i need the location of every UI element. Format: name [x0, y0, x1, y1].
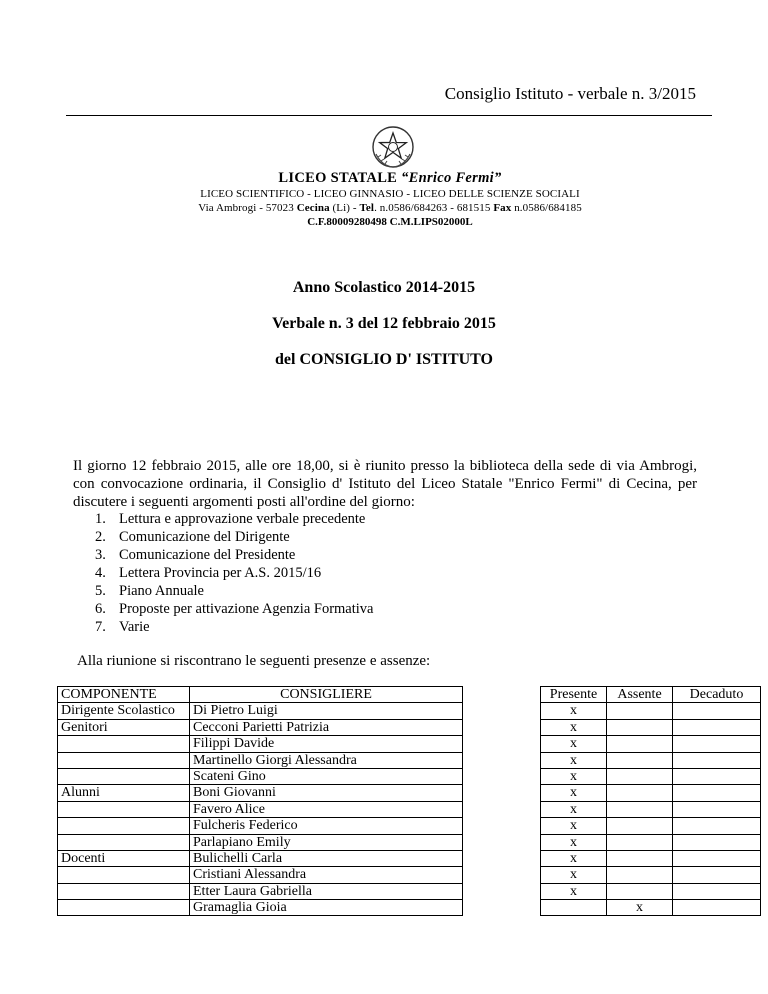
- table-gap: [463, 801, 541, 817]
- header-assente: Assente: [607, 687, 673, 703]
- agenda-item: 2. Comunicazione del Dirigente: [95, 529, 290, 545]
- cell-componente: Genitori: [58, 719, 190, 735]
- cell-decaduto: [673, 703, 761, 719]
- table-row: [58, 752, 761, 768]
- cell-presente: x: [541, 867, 607, 883]
- cell-decaduto: [673, 867, 761, 883]
- cell-presente: x: [541, 785, 607, 801]
- attendance-table-body: [58, 703, 761, 916]
- cell-decaduto: [673, 768, 761, 784]
- agenda-item: 6. Proposte per attivazione Agenzia Formativa: [95, 601, 374, 617]
- cell-componente: Dirigente Scolastico: [58, 703, 190, 719]
- table-gap: [463, 867, 541, 883]
- cell-consigliere: Fulcheris Federico: [190, 818, 463, 834]
- presence-intro: Alla riunione si riscontrano le seguenti presenze e assenze:: [77, 653, 431, 669]
- agenda-item: 1. Lettura e approvazione verbale precedente: [95, 511, 366, 527]
- cell-presente: x: [541, 850, 607, 866]
- header-presente: Presente: [541, 687, 607, 703]
- intro-paragraph: Il giorno 12 febbraio 2015, alle ore 18,00, si è riunito presso la biblioteca della sede di via Ambrogi, con convocazione ordinaria, il Consiglio d' Istituto del Liceo Statale "Enrico Fermi" di Cecina, per discutere i seguenti argomenti posti all'ordine del giorno:: [73, 458, 697, 510]
- header-componente: COMPONENTE: [58, 687, 190, 703]
- cell-decaduto: [673, 719, 761, 735]
- cell-decaduto: [673, 785, 761, 801]
- table-row: [58, 867, 761, 883]
- table-row: [58, 900, 761, 916]
- cell-consigliere: Etter Laura Gabriella: [190, 883, 463, 899]
- cell-consigliere: Gramaglia Gioia: [190, 900, 463, 916]
- table-gap: [463, 883, 541, 899]
- cell-componente: [58, 883, 190, 899]
- page-header: Consiglio Istituto - verbale n. 3/2015: [444, 84, 696, 103]
- cell-presente: x: [541, 768, 607, 784]
- cell-consigliere: Bulichelli Carla: [190, 850, 463, 866]
- cell-decaduto: [673, 801, 761, 817]
- cell-decaduto: [673, 736, 761, 752]
- table-gap: [463, 850, 541, 866]
- table-gap: [463, 785, 541, 801]
- cell-assente: [607, 850, 673, 866]
- school-codes: C.F.80009280498 C.M.LIPS02000L: [307, 216, 473, 228]
- table-gap: [463, 752, 541, 768]
- cell-presente: x: [541, 818, 607, 834]
- cell-assente: [607, 768, 673, 784]
- table-row: [58, 818, 761, 834]
- table-row: [58, 801, 761, 817]
- cell-consigliere: Martinello Giorgi Alessandra: [190, 752, 463, 768]
- agenda-item: 4. Lettera Provincia per A.S. 2015/16: [95, 565, 322, 581]
- agenda-item: 3. Comunicazione del Presidente: [95, 547, 296, 563]
- cell-presente: x: [541, 719, 607, 735]
- cell-consigliere: Parlapiano Emily: [190, 834, 463, 850]
- school-name: LICEO STATALE “Enrico Fermi”: [278, 170, 502, 186]
- table-row: [58, 736, 761, 752]
- cell-assente: [607, 703, 673, 719]
- header-decaduto: Decaduto: [673, 687, 761, 703]
- cell-assente: [607, 883, 673, 899]
- cell-componente: [58, 818, 190, 834]
- table-row: [58, 834, 761, 850]
- letterhead: [160, 170, 620, 229]
- cell-presente: x: [541, 834, 607, 850]
- cell-consigliere: Scateni Gino: [190, 768, 463, 784]
- attendance-table: [57, 686, 761, 916]
- cell-componente: [58, 834, 190, 850]
- cell-assente: [607, 834, 673, 850]
- cell-presente: x: [541, 703, 607, 719]
- cell-consigliere: Filippi Davide: [190, 736, 463, 752]
- table-gap: [463, 834, 541, 850]
- table-row: [58, 850, 761, 866]
- cell-decaduto: [673, 850, 761, 866]
- cell-assente: [607, 818, 673, 834]
- italian-republic-emblem-icon: [370, 124, 416, 170]
- table-row: [58, 883, 761, 899]
- cell-decaduto: [673, 752, 761, 768]
- cell-assente: [607, 867, 673, 883]
- verbale-title: Verbale n. 3 del 12 febbraio 2015: [272, 315, 496, 332]
- cell-assente: [607, 752, 673, 768]
- table-gap: [463, 818, 541, 834]
- table-gap: [463, 900, 541, 916]
- table-gap: [463, 768, 541, 784]
- agenda-item: 7. Varie: [95, 619, 150, 635]
- cell-assente: [607, 719, 673, 735]
- cell-componente: [58, 736, 190, 752]
- agenda-list: [95, 510, 373, 636]
- table-row: [58, 768, 761, 784]
- header-rule: [66, 115, 712, 116]
- cell-consigliere: Cristiani Alessandra: [190, 867, 463, 883]
- cell-componente: [58, 752, 190, 768]
- cell-presente: [541, 900, 607, 916]
- cell-consigliere: Cecconi Parietti Patrizia: [190, 719, 463, 735]
- cell-assente: [607, 785, 673, 801]
- school-address: Via Ambrogi - 57023 Cecina (Li) - Tel. n.0586/684263 - 681515 Fax n.0586/684185: [198, 202, 582, 214]
- cell-decaduto: [673, 883, 761, 899]
- cell-presente: x: [541, 801, 607, 817]
- header-consigliere: CONSIGLIERE: [190, 687, 463, 703]
- table-gap: [463, 687, 541, 703]
- table-gap: [463, 719, 541, 735]
- cell-componente: [58, 801, 190, 817]
- cell-assente: x: [607, 900, 673, 916]
- cell-componente: [58, 768, 190, 784]
- table-gap: [463, 736, 541, 752]
- cell-assente: [607, 736, 673, 752]
- table-header-row: [58, 687, 761, 703]
- table-row: [58, 785, 761, 801]
- cell-componente: [58, 900, 190, 916]
- cell-consigliere: Favero Alice: [190, 801, 463, 817]
- cell-presente: x: [541, 736, 607, 752]
- cell-assente: [607, 801, 673, 817]
- cell-componente: Docenti: [58, 850, 190, 866]
- agenda-item: 5. Piano Annuale: [95, 583, 204, 599]
- table-row: [58, 719, 761, 735]
- cell-decaduto: [673, 900, 761, 916]
- cell-decaduto: [673, 834, 761, 850]
- table-gap: [463, 703, 541, 719]
- council-title: del CONSIGLIO D' ISTITUTO: [275, 351, 493, 368]
- cell-decaduto: [673, 818, 761, 834]
- cell-presente: x: [541, 752, 607, 768]
- school-year-title: Anno Scolastico 2014-2015: [292, 279, 476, 296]
- school-types: LICEO SCIENTIFICO - LICEO GINNASIO - LICEO DELLE SCIENZE SOCIALI: [200, 188, 580, 200]
- cell-componente: Alunni: [58, 785, 190, 801]
- cell-componente: [58, 867, 190, 883]
- cell-consigliere: Boni Giovanni: [190, 785, 463, 801]
- table-row: [58, 703, 761, 719]
- cell-presente: x: [541, 883, 607, 899]
- cell-consigliere: Di Pietro Luigi: [190, 703, 463, 719]
